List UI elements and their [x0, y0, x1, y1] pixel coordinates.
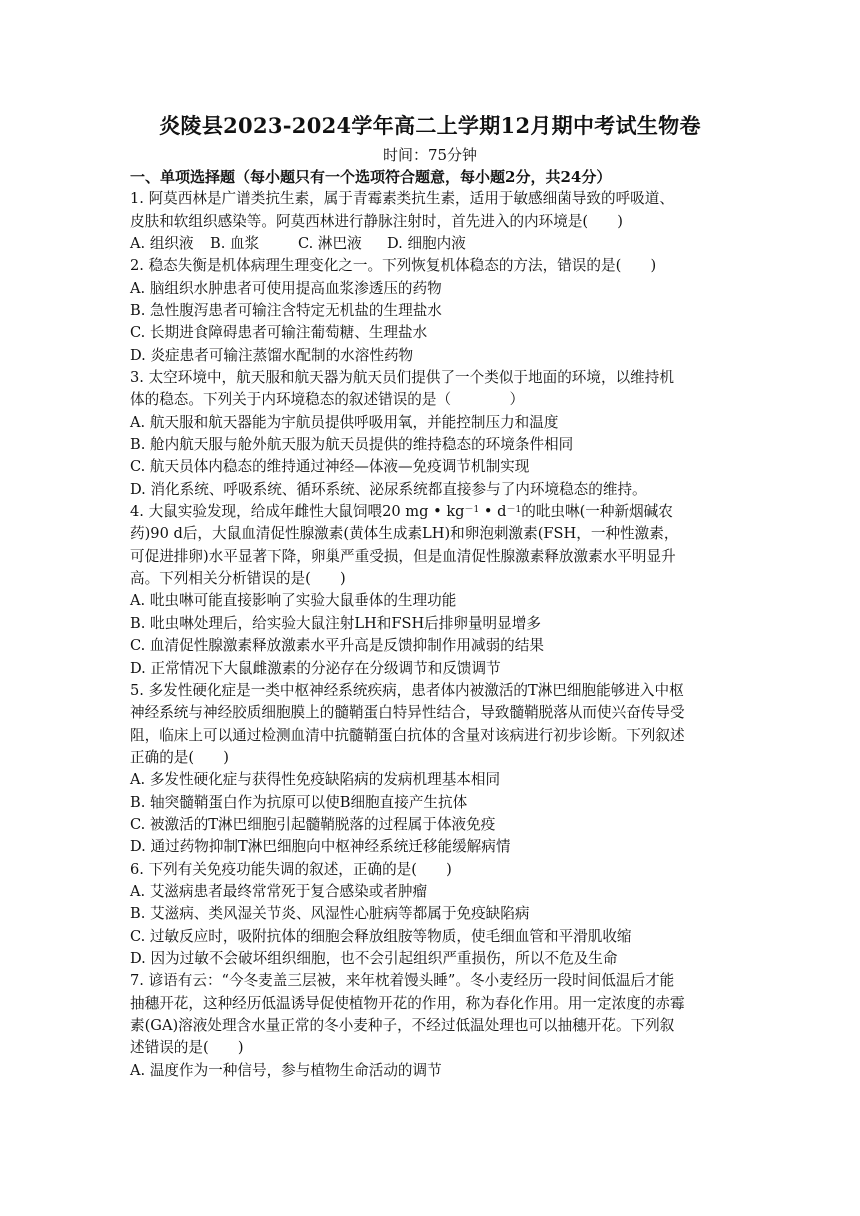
question-1-stem-line-2: 皮肤和软组织感染等。阿莫西林进行静脉注射时，首先进入的内环境是( ): [130, 212, 623, 230]
option-d: D. 炎症患者可输注蒸馏水配制的水溶性药物: [130, 346, 414, 364]
question-3: [130, 367, 730, 501]
option-c: C. 淋巴液: [298, 234, 362, 252]
question-7: [130, 970, 730, 1082]
exam-time: 时间：75分钟: [382, 146, 478, 164]
option-a: A. 艾滋病患者最终常常死于复合感染或者肿瘤: [130, 882, 428, 900]
question-5-stem-line-4: 正确的是( ): [130, 748, 229, 766]
question-3-stem-line-1: 3. 太空环境中，航天服和航天器为航天员们提供了一个类似于地面的环境，以维持机: [130, 369, 674, 387]
question-4: [130, 501, 730, 680]
question-7-stem-line-2: 抽穗开花，这种经历低温诱导促使植物开花的作用，称为春化作用。用一定浓度的赤霉: [130, 994, 685, 1012]
option-a: A. 组织液: [130, 234, 194, 252]
superscript: －1: [506, 505, 522, 516]
question-4-stem-line-4: 高。下列相关分析错误的是( ): [130, 570, 346, 588]
option-a: A. 脑组织水肿患者可使用提高血浆渗透压的药物: [130, 279, 442, 297]
question-4-stem-line-2: 药)90 d后，大鼠血清促性腺激素(黄体生成素LH)和卵泡刺激素(FSH，一种性激素，: [130, 525, 679, 543]
option-b: B. 艾滋病、类风湿关节炎、风湿性心脏病等都属于免疫缺陷病: [130, 905, 530, 923]
stem-text: • d: [479, 503, 507, 521]
question-1-stem-line-1: 1. 阿莫西林是广谱类抗生素，属于青霉素类抗生素，适用于敏感细菌导致的呼吸道、: [130, 190, 674, 208]
question-1: [130, 188, 730, 255]
option-d: D. 细胞内液: [387, 234, 466, 252]
option-b: B. 舱内航天服与舱外航天服为航天员提供的维持稳态的环境条件相同: [130, 436, 574, 454]
question-7-stem-line-1: 7. 谚语有云：“今冬麦盖三层被，来年枕着馒头睡”。冬小麦经历一段时间低温后才能: [130, 972, 675, 990]
superscript: －1: [464, 505, 480, 516]
stem-text: 4. 大鼠实验发现，给成年雌性大鼠饲喂20 mg • kg: [130, 503, 465, 521]
option-a: A. 多发性硬化症与获得性免疫缺陷病的发病机理基本相同: [130, 771, 501, 789]
option-d: D. 因为过敏不会破坏组织细胞，也不会引起组织严重损伤，所以不危及生命: [130, 949, 618, 967]
option-a: A. 吡虫啉可能直接影响了实验大鼠垂体的生理功能: [130, 592, 457, 610]
option-a: A. 温度作为一种信号，参与植物生命活动的调节: [130, 1061, 442, 1079]
option-c: C. 血清促性腺激素释放激素水平升高是反馈抑制作用减弱的结果: [130, 637, 544, 655]
option-c: C. 过敏反应时，吸附抗体的细胞会释放组胺等物质，使毛细血管和平滑肌收缩: [130, 927, 632, 945]
question-4-stem-line-1: [130, 501, 730, 523]
question-2: [130, 255, 730, 367]
section-heading: 一、单项选择题（每小题只有一个选项符合题意，每小题2分，共24分）: [130, 168, 612, 186]
question-3-stem-line-2: 体的稳态。下列关于内环境稳态的叙述错误的是（ ）: [130, 391, 525, 409]
option-c: C. 航天员体内稳态的维持通过神经—体液—免疫调节机制实现: [130, 458, 530, 476]
option-b: B. 血浆: [210, 234, 260, 252]
question-2-stem: 2. 稳态失衡是机体病理生理变化之一。下列恢复机体稳态的方法，错误的是( ): [130, 257, 657, 275]
question-6-stem: 6. 下列有关免疫功能失调的叙述，正确的是( ): [130, 860, 452, 878]
option-d: D. 消化系统、呼吸系统、循环系统、泌尿系统都直接参与了内环境稳态的维持。: [130, 480, 647, 498]
question-1-options: [130, 233, 730, 255]
question-5-stem-line-3: 阻，临床上可以通过检测血清中抗髓鞘蛋白抗体的含量对该病进行初步诊断。下列叙述: [130, 726, 685, 744]
question-5: [130, 680, 730, 859]
question-4-stem-line-3: 可促进排卵)水平显著下降，卵巢严重受损，但是血清促性腺激素释放激素水平明显升: [130, 547, 676, 565]
option-a: A. 航天服和航天器能为宇航员提供呼吸用氧，并能控制压力和温度: [130, 413, 559, 431]
question-7-stem-line-4: 述错误的是( ): [130, 1039, 244, 1057]
question-5-stem-line-1: 5. 多发性硬化症是一类中枢神经系统疾病，患者体内被激活的T淋巴细胞能够进入中枢: [130, 681, 684, 699]
question-7-stem-line-3: 素(GA)溶液处理含水量正常的冬小麦种子，不经过低温处理也可以抽穗开花。下列叙: [130, 1017, 675, 1035]
option-b: B. 急性腹泻患者可输注含特定无机盐的生理盐水: [130, 302, 442, 320]
question-6: [130, 859, 730, 971]
question-5-stem-line-2: 神经系统与神经胶质细胞膜上的髓鞘蛋白特异性结合，导致髓鞘脱落从而使兴奋传导受: [130, 704, 685, 722]
option-d: D. 通过药物抑制T淋巴细胞向中枢神经系统迁移能缓解病情: [130, 838, 511, 856]
option-b: B. 轴突髓鞘蛋白作为抗原可以使B细胞直接产生抗体: [130, 793, 468, 811]
option-b: B. 吡虫啉处理后，给实验大鼠注射LH和FSH后排卵量明显增多: [130, 614, 541, 632]
option-c: C. 长期进食障碍患者可输注葡萄糖、生理盐水: [130, 324, 428, 342]
option-c: C. 被激活的T淋巴细胞引起髓鞘脱落的过程属于体液免疫: [130, 815, 496, 833]
exam-title: 炎陵县2023-2024学年高二上学期12月期中考试生物卷: [159, 113, 701, 138]
stem-text: 的吡虫啉(一种新烟碱农: [521, 503, 673, 521]
option-d: D. 正常情况下大鼠雌激素的分泌存在分级调节和反馈调节: [130, 659, 501, 677]
